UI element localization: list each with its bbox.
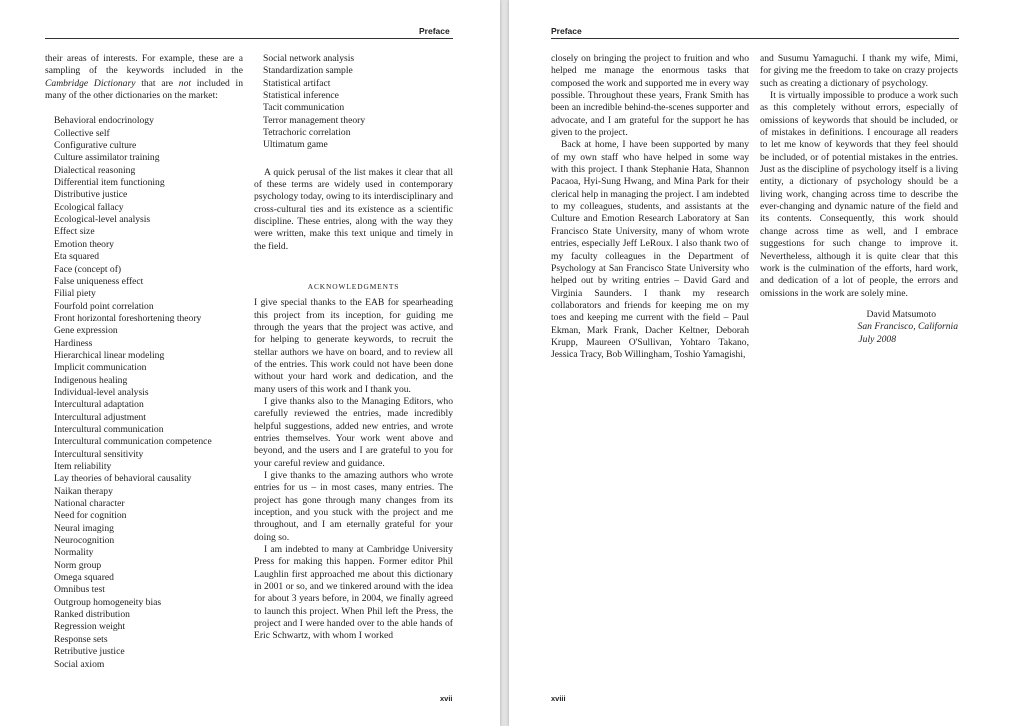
- keyword-item: Intercultural adjustment: [54, 411, 146, 423]
- keyword-item: Implicit communication: [54, 362, 147, 374]
- intro-paragraph: [45, 53, 243, 102]
- keyword-item: Omega squared: [54, 572, 114, 584]
- keyword-item: Intercultural adaptation: [54, 399, 144, 411]
- keyword-item: Differential item functioning: [54, 177, 165, 189]
- header-rule: [45, 38, 453, 39]
- signature-place: San Francisco, California: [857, 321, 958, 333]
- body-paragraph: I give thanks to the amazing authors who wrote entries for us – in most cases, many entries. The project has gone through many changes from its inception, and you stuck with the project and me throughout, and I am eternally grateful for your doing so.: [254, 469, 453, 543]
- body-paragraph: and Susumu Yamaguchi. I thank my wife, Mimi, for giving me the freedom to take on crazy projects such as creating a dictionary of psychology.: [760, 53, 958, 89]
- keyword-item: Standardization sample: [263, 65, 353, 77]
- body-paragraph: I am indebted to many at Cambridge University Press for making this happen. Former editor Phil Laughlin first approached me about this dictionary in 2001 or so, and we tinkered around with the idea for about 3 years before, in 2004, we finally agreed to launch this project. When Phil left the Press, the project and I were handed over to the able hands of Eric Schwartz, with whom I worked: [254, 544, 453, 642]
- keyword-item: Tetrachoric correlation: [263, 127, 351, 139]
- page-number: xvii: [440, 694, 453, 703]
- keyword-item: Collective self: [54, 127, 110, 139]
- keyword-item: Social network analysis: [263, 53, 355, 64]
- body-paragraph: It is virtually impossible to produce a work such as this completely without errors, especially of omissions of keywords that should be included, or of mistakes in definitions. I encourage all readers to let me know of keywords that they feel should be included, or of potential mistakes in the entries. Just as the discipline of psychology itself is a living entity, a dictionary of psychology should be a living work, changing across time to describe the ever-changing and dynamic nature of the field and its contents. Consequently, this work should change across time as well, and I embrace suggestions for such change to improve it. Nevertheless, although it is quite clear that this work is the culmination of the efforts, hard work, and dedication of a lot of people, the errors and omissions in the work are solely mine.: [760, 90, 958, 299]
- keyword-item: National character: [54, 498, 125, 510]
- keyword-item: Statistical artifact: [263, 77, 331, 89]
- keyword-item: Effect size: [54, 226, 95, 238]
- keyword-item: Hardiness: [54, 337, 93, 349]
- keyword-item: Naikan therapy: [54, 485, 113, 497]
- body-paragraph: I give thanks also to the Managing Editors, who carefully reviewed the entries, made incredibly helpful suggestions, added new entries, and wrote entries themselves. Your work went above and beyond, and the users and I are grateful to you for your careful review and guidance.: [254, 395, 453, 469]
- keyword-item: Ecological fallacy: [54, 201, 124, 213]
- keyword-item: Face (concept of): [54, 263, 122, 275]
- keyword-item: Ranked distribution: [54, 609, 130, 621]
- left-column: [551, 53, 749, 362]
- keyword-item: Gene expression: [54, 325, 118, 337]
- keyword-item: Ultimatum game: [263, 139, 328, 151]
- keyword-item: Social axiom: [54, 658, 105, 670]
- acknowledgments-heading: ACKNOWLEDGMENTS: [307, 282, 400, 292]
- header-rule: [551, 38, 959, 39]
- dictionary-title: Cambridge Dictionary: [45, 77, 136, 89]
- signature-block: [760, 309, 958, 346]
- keyword-item: Intercultural communication competence: [54, 436, 212, 448]
- keyword-item: Culture assimilator training: [54, 152, 160, 164]
- keyword-item: Response sets: [54, 633, 108, 645]
- keyword-item: Retributive justice: [54, 646, 125, 658]
- keyword-item: Emotion theory: [54, 238, 114, 250]
- keyword-item: Configurative culture: [54, 140, 137, 152]
- intro-text-2: that are: [135, 77, 179, 89]
- body-text: [760, 53, 958, 300]
- keyword-item: Outgroup homogeneity bias: [54, 596, 162, 608]
- keyword-item: Terror management theory: [263, 114, 366, 126]
- body-text: [551, 53, 749, 362]
- keyword-item: Norm group: [54, 559, 102, 571]
- signature-date: July 2008: [858, 333, 896, 345]
- keyword-item: Intercultural sensitivity: [54, 448, 144, 460]
- right-page: [509, 0, 1010, 726]
- keyword-item: Normality: [54, 547, 94, 559]
- keyword-item: Eta squared: [54, 251, 100, 263]
- keyword-item: Regression weight: [54, 621, 126, 633]
- keyword-item: Distributive justice: [54, 189, 128, 201]
- keyword-item: Lay theories of behavioral causality: [54, 473, 192, 485]
- left-column: [45, 53, 243, 671]
- keyword-item: Individual-level analysis: [54, 386, 149, 398]
- acknowledgments-body: [254, 297, 453, 643]
- keyword-list-continued: [254, 53, 453, 152]
- signature-name: David Matsumoto: [866, 308, 936, 320]
- keyword-item: Intercultural communication: [54, 423, 164, 435]
- right-column: [254, 53, 453, 643]
- keyword-item: Fourfold point correlation: [54, 300, 154, 312]
- keyword-item: Tacit communication: [263, 102, 345, 114]
- keyword-item: Filial piety: [54, 288, 96, 300]
- body-paragraph: closely on bringing the project to fruition and who helped me manage the enormous tasks that composed the work and supported me in every way possible. Throughout these years, Frank Smith has been an incredible behind-the-scenes supporter and advocate, and I am grateful for the support he has given to the project.: [551, 53, 749, 139]
- body-paragraph: Back at home, I have been supported by many of my own staff who have helped in some way with this project. I thank Stephanie Hata, Shannon Pacaoa, Hyi-Sung Hwang, and Mina Park for their clerical help in managing the project. I am indebted to my colleagues, students, and assistants at the Culture and Emotion Research Laboratory at San Francisco State University, many of whom wrote entries, especially Jeff LeRoux. I also thank two of my faculty colleagues in the Department of Psychology at San Francisco State University who helped out by writing entries – David Gard and Virginia Saunders. I thank my research collaborators and friends for keeping me on my toes and keeping me current with the field – Paul Ekman, Mark Frank, Dacher Keltner, Deborah Krupp, Maureen O'Sullivan, Yohtaro Takano, Jessica Tracy, Bob Willingham, Toshio Yamagishi,: [551, 139, 749, 361]
- intro-text-3: included in many of the other dictionaries on the market:: [45, 77, 243, 102]
- running-head: Preface: [419, 26, 450, 36]
- keyword-item: Neurocognition: [54, 535, 115, 547]
- keyword-item: Omnibus test: [54, 584, 105, 596]
- keyword-item: Statistical inference: [263, 90, 339, 102]
- left-page: [0, 0, 500, 726]
- keyword-item: Behavioral endocrinology: [54, 115, 154, 127]
- emphasis-not: not: [178, 77, 192, 89]
- running-head: Preface: [551, 26, 582, 36]
- keyword-item: Hierarchical linear modeling: [54, 349, 165, 361]
- body-paragraph: I give special thanks to the EAB for spearheading this project from its inception, for guiding me through the years that the project was active, and for helping to generate keywords, to recruit the stellar authors we have on board, and to review all of the entries. This work could not have been done without your hard work and dedication, and the many users of this work and I thank you.: [254, 297, 453, 395]
- keyword-item: Ecological-level analysis: [54, 214, 151, 226]
- right-column: [760, 53, 958, 346]
- keyword-item: Dialectical reasoning: [54, 164, 136, 176]
- keyword-item: Indigenous healing: [54, 374, 128, 386]
- keyword-item: False uniqueness effect: [54, 275, 144, 287]
- intro-text-1: their areas of interests. For example, these are a sampling of the keywords included in the: [45, 53, 243, 77]
- keyword-item: Front horizontal foreshortening theory: [54, 312, 202, 324]
- keyword-item: Neural imaging: [54, 522, 114, 534]
- keyword-item: Item reliability: [54, 461, 112, 472]
- keyword-item: Need for cognition: [54, 510, 127, 522]
- page-number: xviii: [551, 694, 566, 703]
- keyword-list: [45, 115, 243, 670]
- perusal-paragraph: A quick perusal of the list makes it clear that all of these terms are widely used in contemporary psychology today, owing to its interdisciplinary and cross-cultural ties and its existence as a scientific discipline. These entries, along with the way they were written, make this text unique and timely in the field.: [254, 166, 453, 252]
